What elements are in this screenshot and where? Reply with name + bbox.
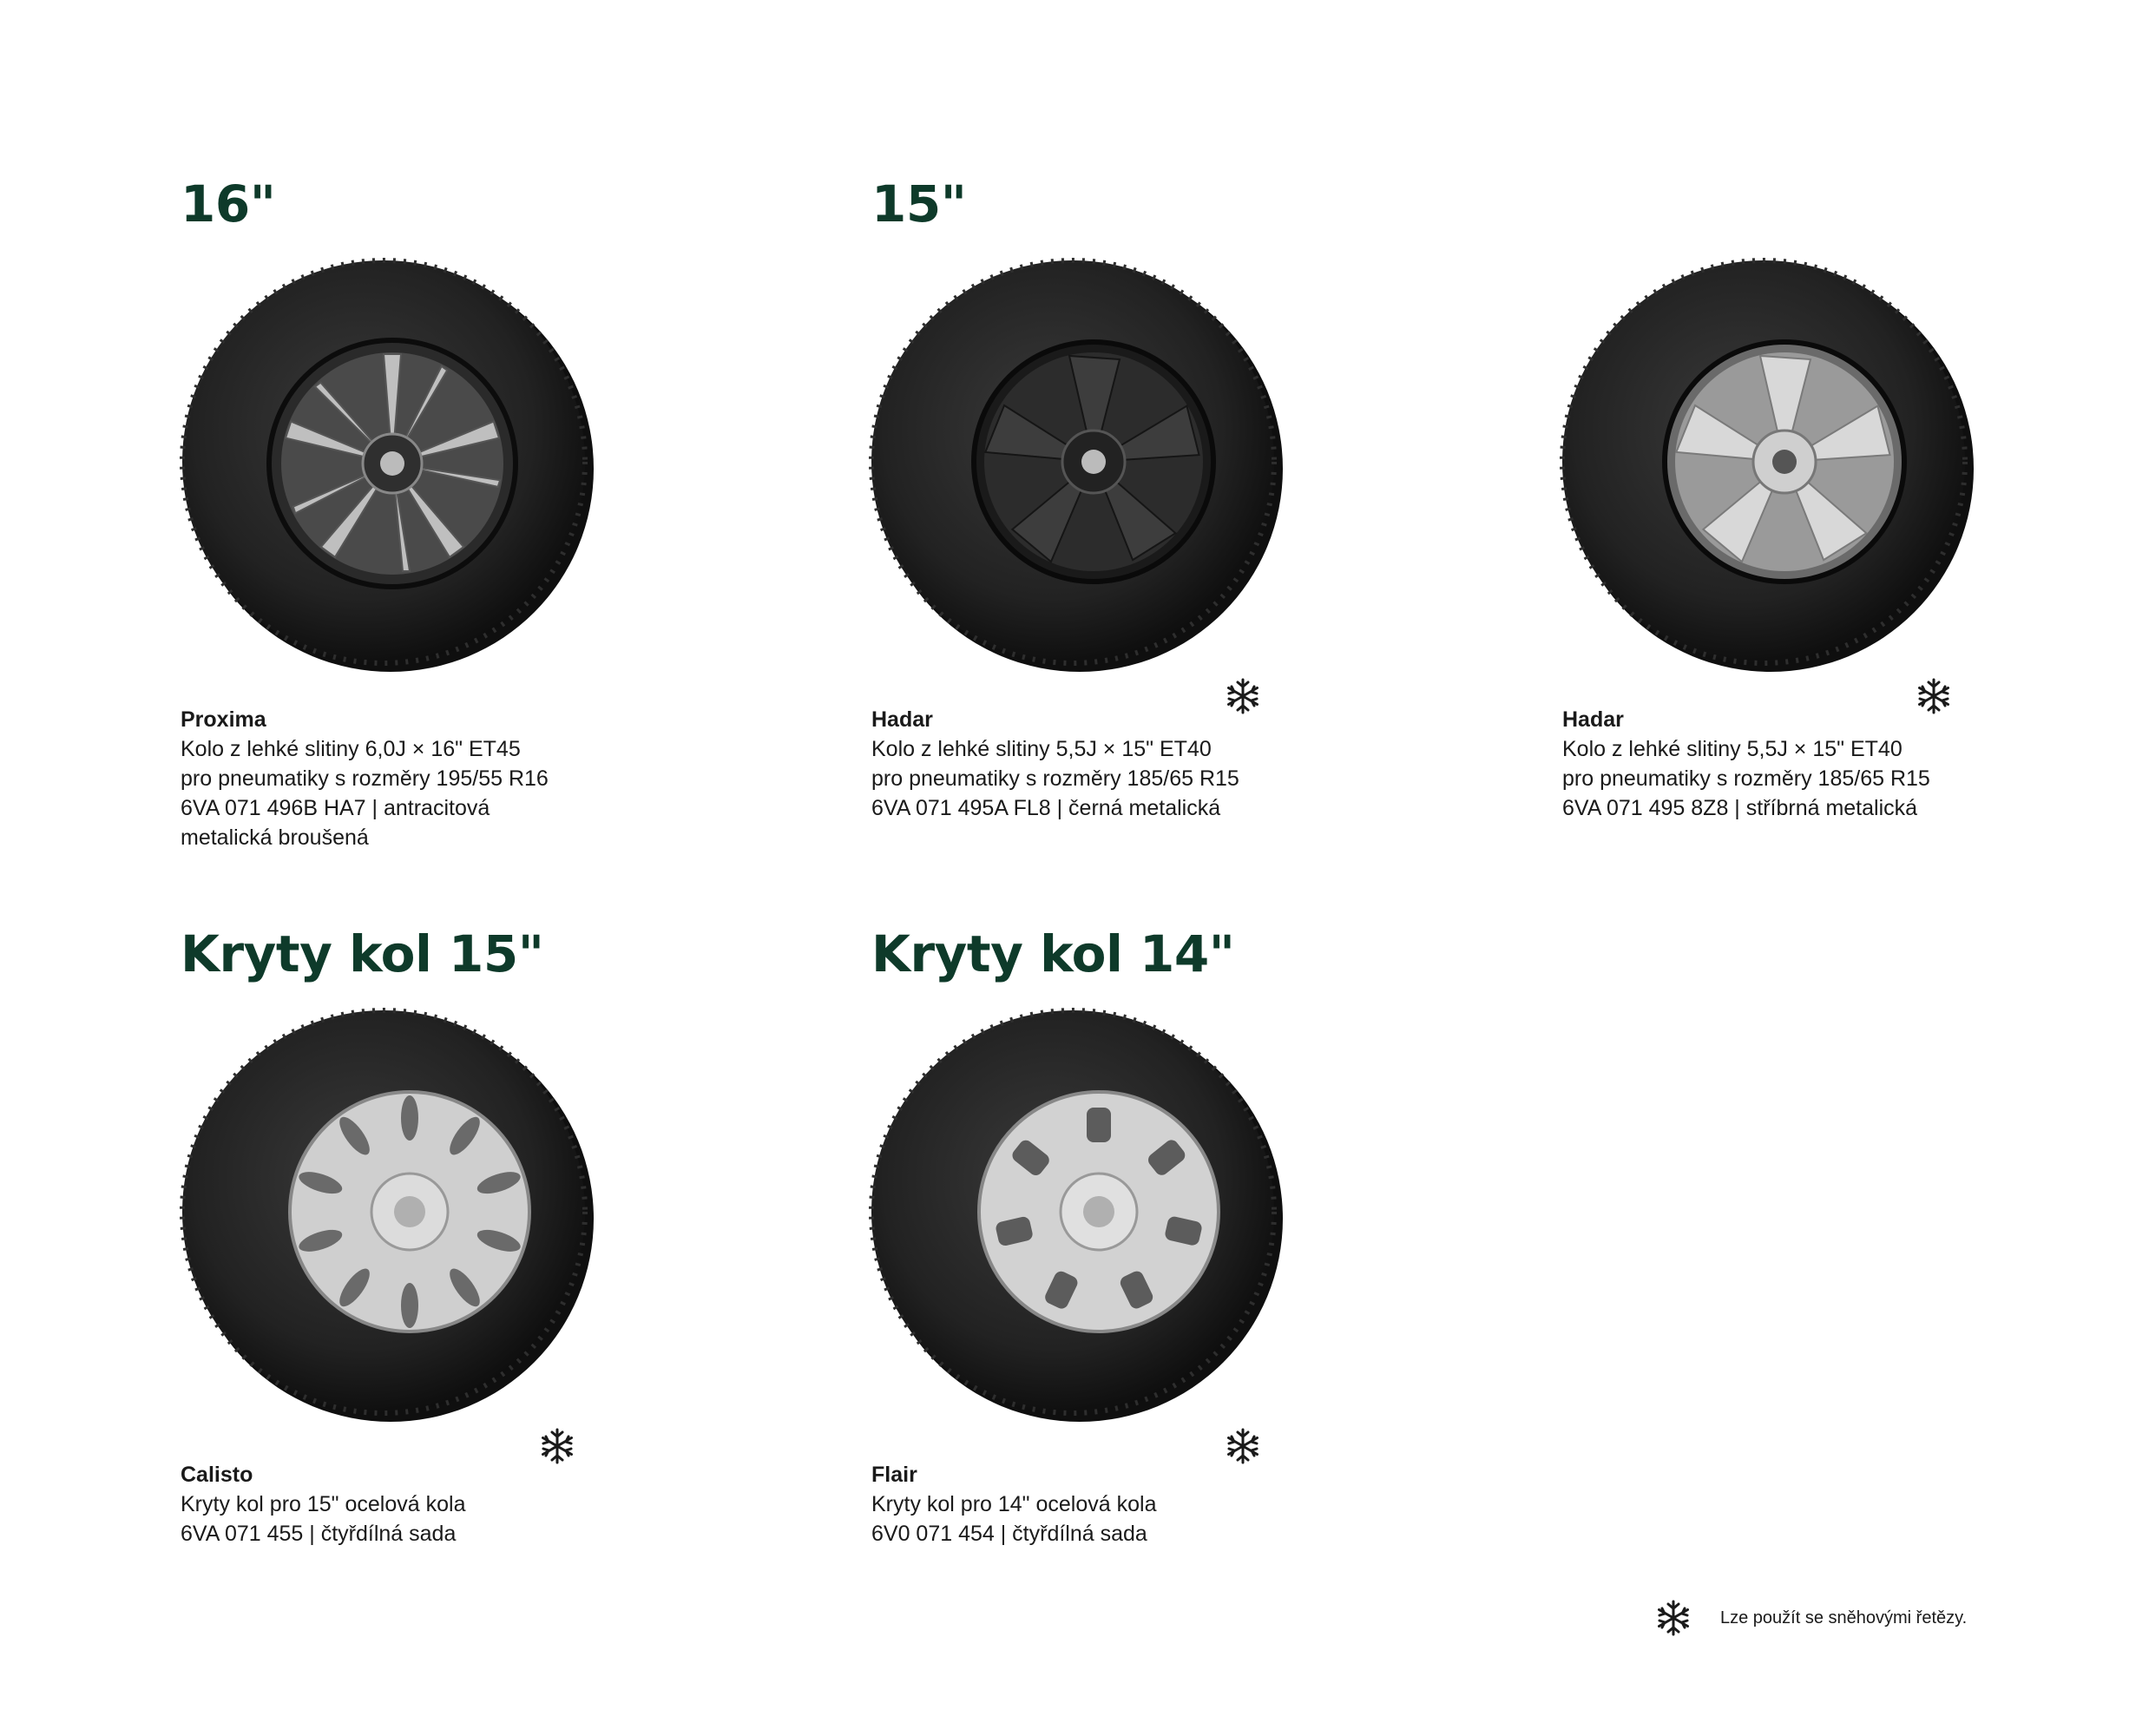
- heading-15-inch: 15": [871, 174, 967, 233]
- heading-wheel-covers-14: Kryty kol 14": [871, 924, 1235, 983]
- wheel-hadar-silver-image: [1559, 257, 1975, 674]
- heading-16-inch: 16": [181, 174, 276, 233]
- product-description: Kryty kol pro 14" ocelová kola: [871, 1492, 1157, 1516]
- product-name: Hadar: [871, 707, 933, 732]
- product-code: 6VA 071 495A FL8 | černá metalická: [871, 796, 1221, 820]
- wheel-proxima-image: [179, 257, 595, 674]
- legend: [1654, 1599, 1967, 1637]
- product-description: Kolo z lehké slitiny 5,5J × 15" ET40: [871, 737, 1212, 761]
- product-tire-size: pro pneumatiky s rozměry 185/65 R15: [1562, 766, 1930, 791]
- product-hadar-black: [871, 705, 1357, 823]
- product-description: Kryty kol pro 15" ocelová kola: [181, 1492, 466, 1516]
- product-name: Calisto: [181, 1463, 253, 1487]
- wheel-cover-flair-image: [868, 1007, 1285, 1424]
- wheel-cover-calisto-image: [179, 1007, 595, 1424]
- product-flair: [871, 1460, 1357, 1549]
- product-code: 6VA 071 495 8Z8 | stříbrná metalická: [1562, 796, 1918, 820]
- wheel-hadar-black-image: [868, 257, 1285, 674]
- product-tire-size: pro pneumatiky s rozměry 195/55 R16: [181, 766, 549, 791]
- product-description: Kolo z lehké slitiny 6,0J × 16" ET45: [181, 737, 521, 761]
- product-hadar-silver: [1562, 705, 2048, 823]
- product-tire-size: pro pneumatiky s rozměry 185/65 R15: [871, 766, 1239, 791]
- heading-wheel-covers-15: Kryty kol 15": [181, 924, 544, 983]
- legend-text: Lze použít se sněhovými řetězy.: [1720, 1608, 1968, 1628]
- product-code: 6VA 071 455 | čtyřdílná sada: [181, 1522, 457, 1546]
- product-name: Hadar: [1562, 707, 1624, 732]
- product-finish: metalická broušená: [181, 825, 369, 850]
- snowflake-icon: [1654, 1599, 1692, 1637]
- product-name: Proxima: [181, 707, 266, 732]
- product-code: 6V0 071 454 | čtyřdílná sada: [871, 1522, 1147, 1546]
- product-description: Kolo z lehké slitiny 5,5J × 15" ET40: [1562, 737, 1903, 761]
- product-proxima: [181, 705, 667, 852]
- product-code: 6VA 071 496B HA7 | antracitová: [181, 796, 490, 820]
- product-name: Flair: [871, 1463, 917, 1487]
- product-calisto: [181, 1460, 667, 1549]
